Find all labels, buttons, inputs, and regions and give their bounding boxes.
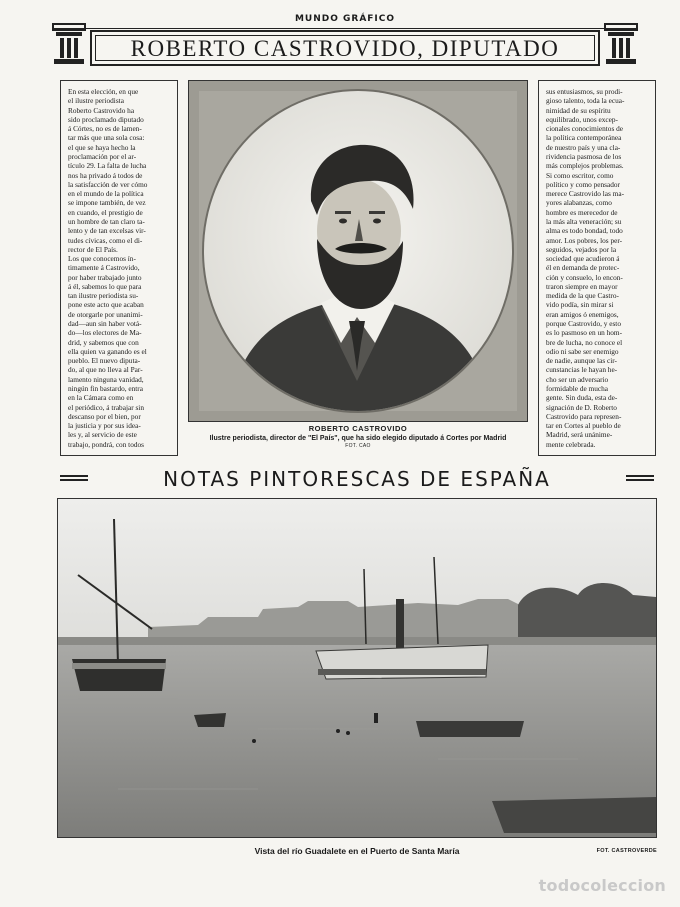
- article-left-column: [60, 80, 178, 456]
- article-line: á Córtes, no es de lamen-: [68, 124, 142, 134]
- article-line: de nadie, aunque las cir-: [546, 356, 617, 366]
- portrait-caption: [188, 424, 528, 449]
- article-line: equilibrado, unos excep-: [546, 114, 618, 124]
- article-line: gente. Sin duda, esta de-: [546, 393, 618, 403]
- article-line: el que se haya hecho la: [68, 142, 136, 152]
- article-line: es lo pasmoso en un hom-: [546, 328, 623, 338]
- article-line: yores alabanzas, como: [546, 198, 612, 208]
- article-line: dad—aun sin haber votá-: [68, 319, 142, 329]
- article-line: pueblo. El nuevo diputa-: [68, 356, 141, 366]
- article-line: seguidos, vejados por la: [546, 244, 617, 254]
- portrait-frame: [188, 80, 528, 422]
- article-line: formidable de mucha: [546, 384, 608, 393]
- article-line: eran amigos ó enemigos,: [546, 309, 619, 319]
- article-line: do—los electores de Ma-: [68, 328, 142, 338]
- article-line: político y como pensador: [546, 179, 620, 189]
- article-line: ningún fin bastardo, entra: [68, 384, 143, 393]
- article-line: en el mundo de la política: [68, 189, 144, 199]
- article-line: lamento ninguna vanidad,: [68, 374, 144, 384]
- article-line: timamente á Castrovido,: [68, 263, 140, 273]
- publication-name: MUNDO GRÁFICO: [294, 14, 396, 24]
- article-line: les y, al servicio de este: [68, 430, 137, 440]
- article-line: do, al que no lleva al Par-: [68, 365, 143, 375]
- article-line: un hombre de tan claro ta-: [68, 216, 145, 226]
- article-line: pone este acto que acaban: [68, 300, 144, 310]
- article-line: odio ni sabe ser enemigo: [546, 346, 619, 356]
- headline-box: [90, 30, 600, 66]
- article-line: cionales conocimientos de: [546, 124, 623, 134]
- left-column-ornament-icon: [52, 22, 86, 66]
- article-line: hombre es merecedor de: [546, 207, 618, 217]
- article-right-column: [538, 80, 656, 456]
- portrait-caption-name: ROBERTO CASTROVIDO: [308, 424, 408, 433]
- article-line: tículo 29. La falta de lucha: [68, 161, 147, 171]
- article-line: tudes cívicas, como el di-: [68, 235, 143, 245]
- harbor-caption-text: Vista del río Guadalete en el Puerto de Santa María: [254, 846, 460, 856]
- article-line: ción y consuelo, lo encon-: [546, 272, 623, 282]
- right-column-ornament-icon: [604, 22, 638, 66]
- article-line: rector de El País.: [68, 244, 118, 254]
- article-line: Si como escritor, como: [546, 170, 614, 180]
- article-line: merece Castrovido las ma-: [546, 189, 625, 199]
- harbor-photo-frame: [57, 498, 657, 838]
- article-line: En esta elección, en que: [68, 87, 139, 96]
- article-line: Castrovido para represen-: [546, 411, 622, 421]
- article-line: trabajo, pondrá, con todos: [68, 439, 144, 449]
- article-line: rividencia pasmosa de los: [546, 151, 622, 161]
- article-line: gioso talento, toda la ecua-: [546, 96, 625, 106]
- article-line: mente celebrada.: [546, 439, 596, 449]
- article-line: de nuestro país y una cla-: [546, 142, 621, 152]
- watermark: todocoleccion: [538, 876, 666, 895]
- masthead: [52, 14, 638, 70]
- section-header: [58, 464, 656, 494]
- section-title: NOTAS PINTORESCAS DE ESPAÑA: [163, 467, 551, 491]
- article-line: sociedad que acudieron á: [546, 254, 620, 264]
- article-line: en cuando, el prestigio de: [68, 207, 143, 217]
- article-line: ella quien va ganando es el: [68, 346, 147, 356]
- harbor-photo: [58, 499, 656, 837]
- article-line: la justicia y por sus idea-: [68, 421, 141, 431]
- article-line: nimidad de su espíritu: [546, 105, 611, 115]
- article-line: sus entusiasmos, su prodi-: [546, 87, 623, 96]
- article-line: amor. Los pobres, los per-: [546, 235, 623, 245]
- article-line: descanso por el bien, por: [68, 411, 141, 421]
- portrait-photo: [189, 81, 527, 421]
- article-line: de otorgarle por unanimi-: [68, 309, 143, 319]
- article-line: cho ser un adversario: [546, 374, 609, 384]
- article-line: se impone también, de vez: [68, 198, 146, 208]
- article-line: alma es todo bondad, todo: [546, 226, 623, 236]
- article-line: tar en Cortes al pueblo de: [546, 421, 621, 431]
- article-line: nos ha privado á todos de: [68, 170, 143, 180]
- harbor-photo-credit: FOT. CASTROVERDE: [596, 848, 657, 854]
- article-line: tan ilustre periodista su-: [68, 291, 139, 301]
- article-line: el periódico, á trabajar sin: [68, 402, 144, 412]
- article-line: lento y de tan excelsas vir-: [68, 226, 146, 236]
- article-line: vido podía, sin mirar si: [546, 300, 614, 310]
- article-line: la más alta veneración; su: [546, 216, 622, 226]
- article-line: signación de D. Roberto: [546, 402, 617, 412]
- headline: ROBERTO CASTROVIDO, DIPUTADO: [130, 36, 560, 61]
- article-line: cunstancias le hayan he-: [546, 365, 618, 375]
- article-line: tar más que una sola cosa:: [68, 133, 145, 143]
- article-line: Madrid, será unánime-: [546, 430, 613, 440]
- article-line: Roberto Castrovido ha: [68, 105, 135, 115]
- section-right-dash: [626, 475, 654, 481]
- portrait-caption-description: Ilustre periodista, director de "El País", que ha sido elegido diputado á Cortes por Madrid: [209, 435, 507, 442]
- portrait-photo-credit: FOT. CAO: [345, 443, 371, 449]
- article-line: traron siempre en mayor: [546, 281, 618, 291]
- article-line: en la Cámara como en: [68, 393, 134, 403]
- article-line: bre de lucha, no conoce el: [546, 337, 623, 347]
- article-line: medida de la que Castro-: [546, 291, 619, 301]
- article-line: drid, y sabemos que con: [68, 337, 139, 347]
- article-line: proclamación por el ar-: [68, 151, 137, 161]
- article-line: por haber trabajado junto: [68, 272, 142, 282]
- article-line: la política contemporánea: [546, 133, 622, 143]
- article-line: él en demanda de protec-: [546, 263, 620, 273]
- article-line: á él, sabemos lo que para: [68, 281, 142, 291]
- article-line: porque Castrovido, y esto: [546, 319, 621, 329]
- article-line: Los que conocemos ín-: [68, 254, 136, 264]
- article-line: sido proclamado diputado: [68, 114, 144, 124]
- article-line: el ilustre periodista: [68, 96, 124, 106]
- article-line: más complejos problemas.: [546, 161, 624, 171]
- article-line: la satisfacción de ver cómo: [68, 179, 148, 189]
